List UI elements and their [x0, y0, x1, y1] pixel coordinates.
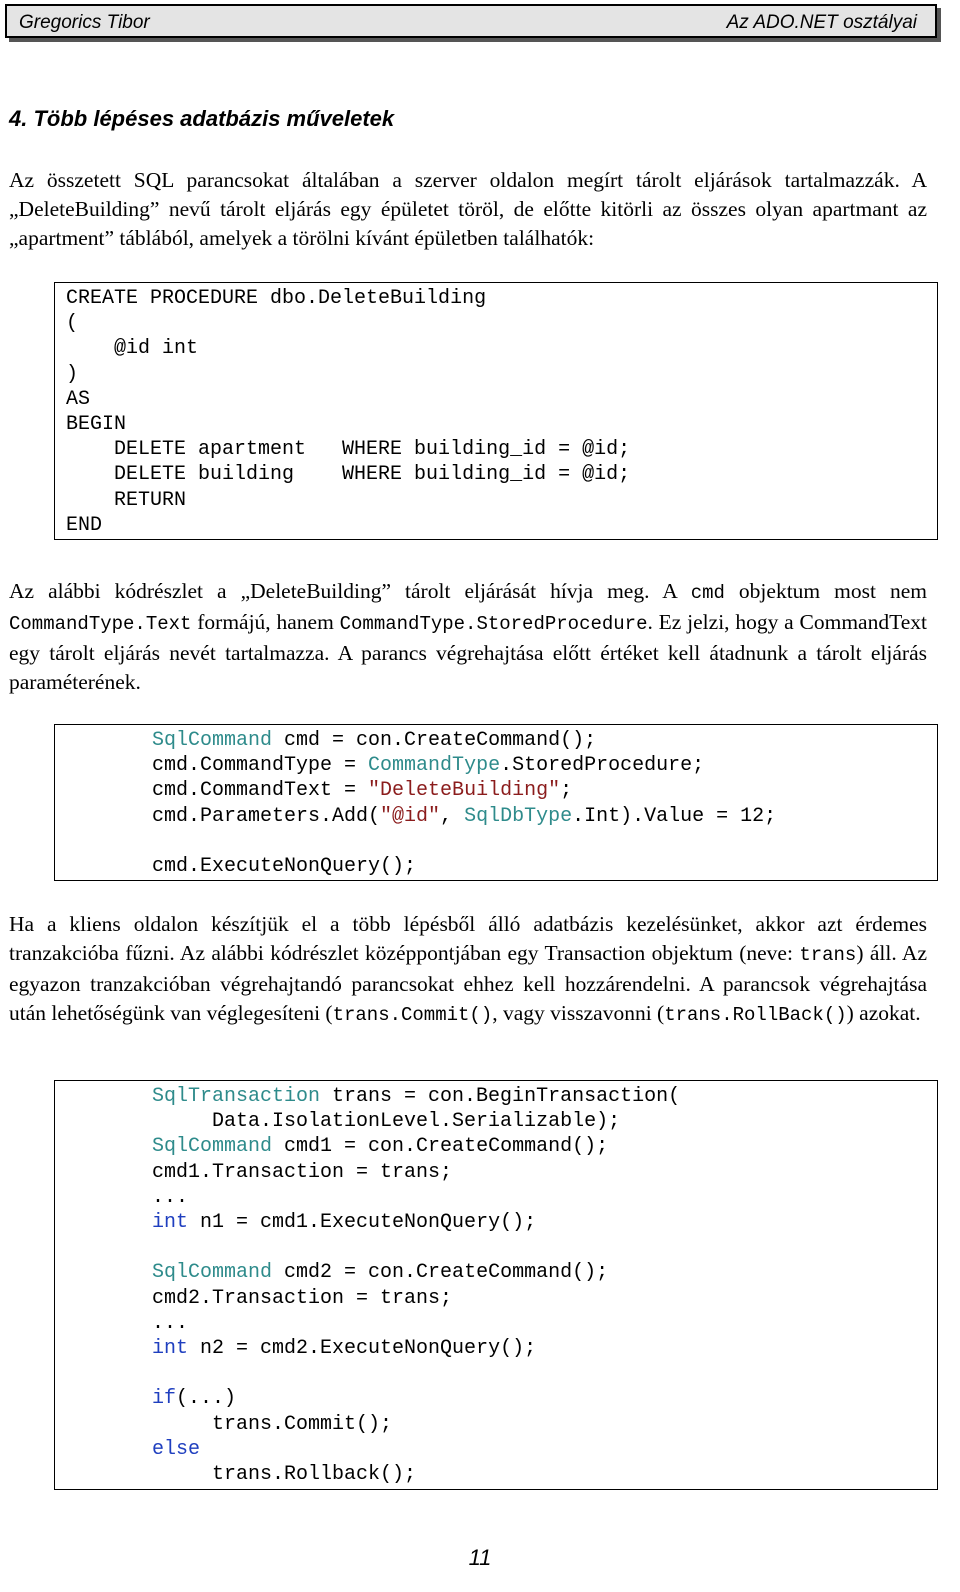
section-title: 4. Több lépéses adatbázis műveletek: [9, 106, 395, 131]
header-author: Gregorics Tibor: [19, 12, 150, 33]
code-line: cmd.ExecuteNonQuery();: [152, 855, 417, 879]
code-transaction: [55, 1081, 937, 1487]
code-line: CREATE PROCEDURE dbo.DeleteBuilding: [66, 287, 487, 310]
header-topic: Az ADO.NET osztályai: [726, 12, 917, 33]
inline-code: cmd: [690, 582, 725, 604]
code-line: ...: [152, 1185, 189, 1209]
code-line: SqlTransaction trans = con.BeginTransaction(: [152, 1085, 681, 1108]
inline-code: CommandType.StoredProcedure: [339, 613, 648, 635]
code-line: RETURN: [66, 488, 187, 512]
text-run: , vagy visszavonni (: [492, 1001, 665, 1025]
code-line: trans.Commit();: [152, 1412, 393, 1436]
code-line: ): [66, 362, 79, 386]
code-line: int n1 = cmd1.ExecuteNonQuery();: [152, 1211, 537, 1235]
code-line: SqlCommand cmd2 = con.CreateCommand();: [152, 1261, 609, 1285]
code-line: cmd1.Transaction = trans;: [152, 1160, 453, 1184]
code-line: ...: [152, 1311, 189, 1335]
page-number: 11: [468, 1545, 492, 1570]
code-line: AS: [66, 387, 91, 411]
paragraph-intro: Az összetett SQL parancsokat általában a szerver oldalon megírt tárolt eljárások tartalmazzák. A „DeleteBuilding” nevű tárolt eljárás egy épületet töröl, de előtte kitörli az összes olyan apartmant az „apartment” táblából, amelyek a törölni kívánt épületben találhatók:: [9, 168, 927, 250]
code-block-stored-procedure: [54, 282, 938, 540]
code-line: cmd2.Transaction = trans;: [152, 1286, 453, 1310]
code-line: trans.Rollback();: [152, 1463, 417, 1487]
code-line: SqlCommand cmd1 = con.CreateCommand();: [152, 1135, 609, 1159]
code-line: DELETE building WHERE building_id = @id;: [66, 463, 631, 487]
text-run: . Ez jelzi, hogy a CommandText egy tárolt eljárás nevét tartalmazza. A parancs végrehajtása előtt értéket kell átadnunk a tárolt eljárás paraméterének.: [9, 610, 927, 694]
code-line: else: [152, 1437, 201, 1461]
code-line: cmd.CommandType = CommandType.StoredProcedure;: [152, 754, 705, 778]
code-line: cmd.CommandText = "DeleteBuilding";: [152, 779, 573, 803]
code-line: DELETE apartment WHERE building_id = @id;: [66, 438, 631, 462]
code-line: if(...): [152, 1387, 237, 1411]
paragraph-transaction: [9, 910, 927, 1030]
text-run: Ha a kliens oldalon készítjük el a több lépésből álló adatbázis kezelésünket, akkor azt érdemes tranzakcióba fűzni. Az alábbi kódrészlet középpontjában egy Transaction objektum (neve:: [9, 912, 927, 965]
text-run: ) azokat.: [846, 1001, 921, 1025]
code-block-transaction: [54, 1080, 938, 1490]
inline-code: trans.RollBack(): [664, 1004, 847, 1026]
code-line: Data.IsolationLevel.Serializable);: [152, 1110, 621, 1134]
text-run: ) áll. Az egyazon tranzakcióban végrehajtandó parancsokat ehhez kell hozzárendelni. A parancsok végrehajtása után lehetőségünk van véglegesíteni (: [9, 941, 927, 1025]
code-line: BEGIN: [66, 413, 127, 437]
code-line: int n2 = cmd2.ExecuteNonQuery();: [152, 1337, 537, 1361]
code-line: @id int: [66, 337, 199, 361]
inline-code: trans.Commit(): [332, 1004, 493, 1026]
text-run: formájú, hanem: [191, 610, 340, 634]
code-line: SqlCommand cmd = con.CreateCommand();: [152, 729, 597, 752]
inline-code: trans: [799, 944, 857, 966]
code-block-command: [54, 724, 938, 881]
code-line: (: [66, 312, 79, 336]
code-line: cmd.Parameters.Add("@id", SqlDbType.Int).Value = 12;: [152, 804, 777, 828]
page-header: [5, 4, 937, 38]
code-stored-procedure: [55, 283, 937, 538]
text-run: Az alábbi kódrészlet a „DeleteBuilding” tárolt eljárását hívja meg. A: [9, 579, 691, 603]
inline-code: CommandType.Text: [9, 613, 192, 635]
paragraph-stored-procedure-call: [9, 577, 927, 697]
code-line: END: [66, 513, 103, 537]
text-run: objektum most nem: [724, 579, 928, 603]
code-command: [55, 725, 937, 879]
